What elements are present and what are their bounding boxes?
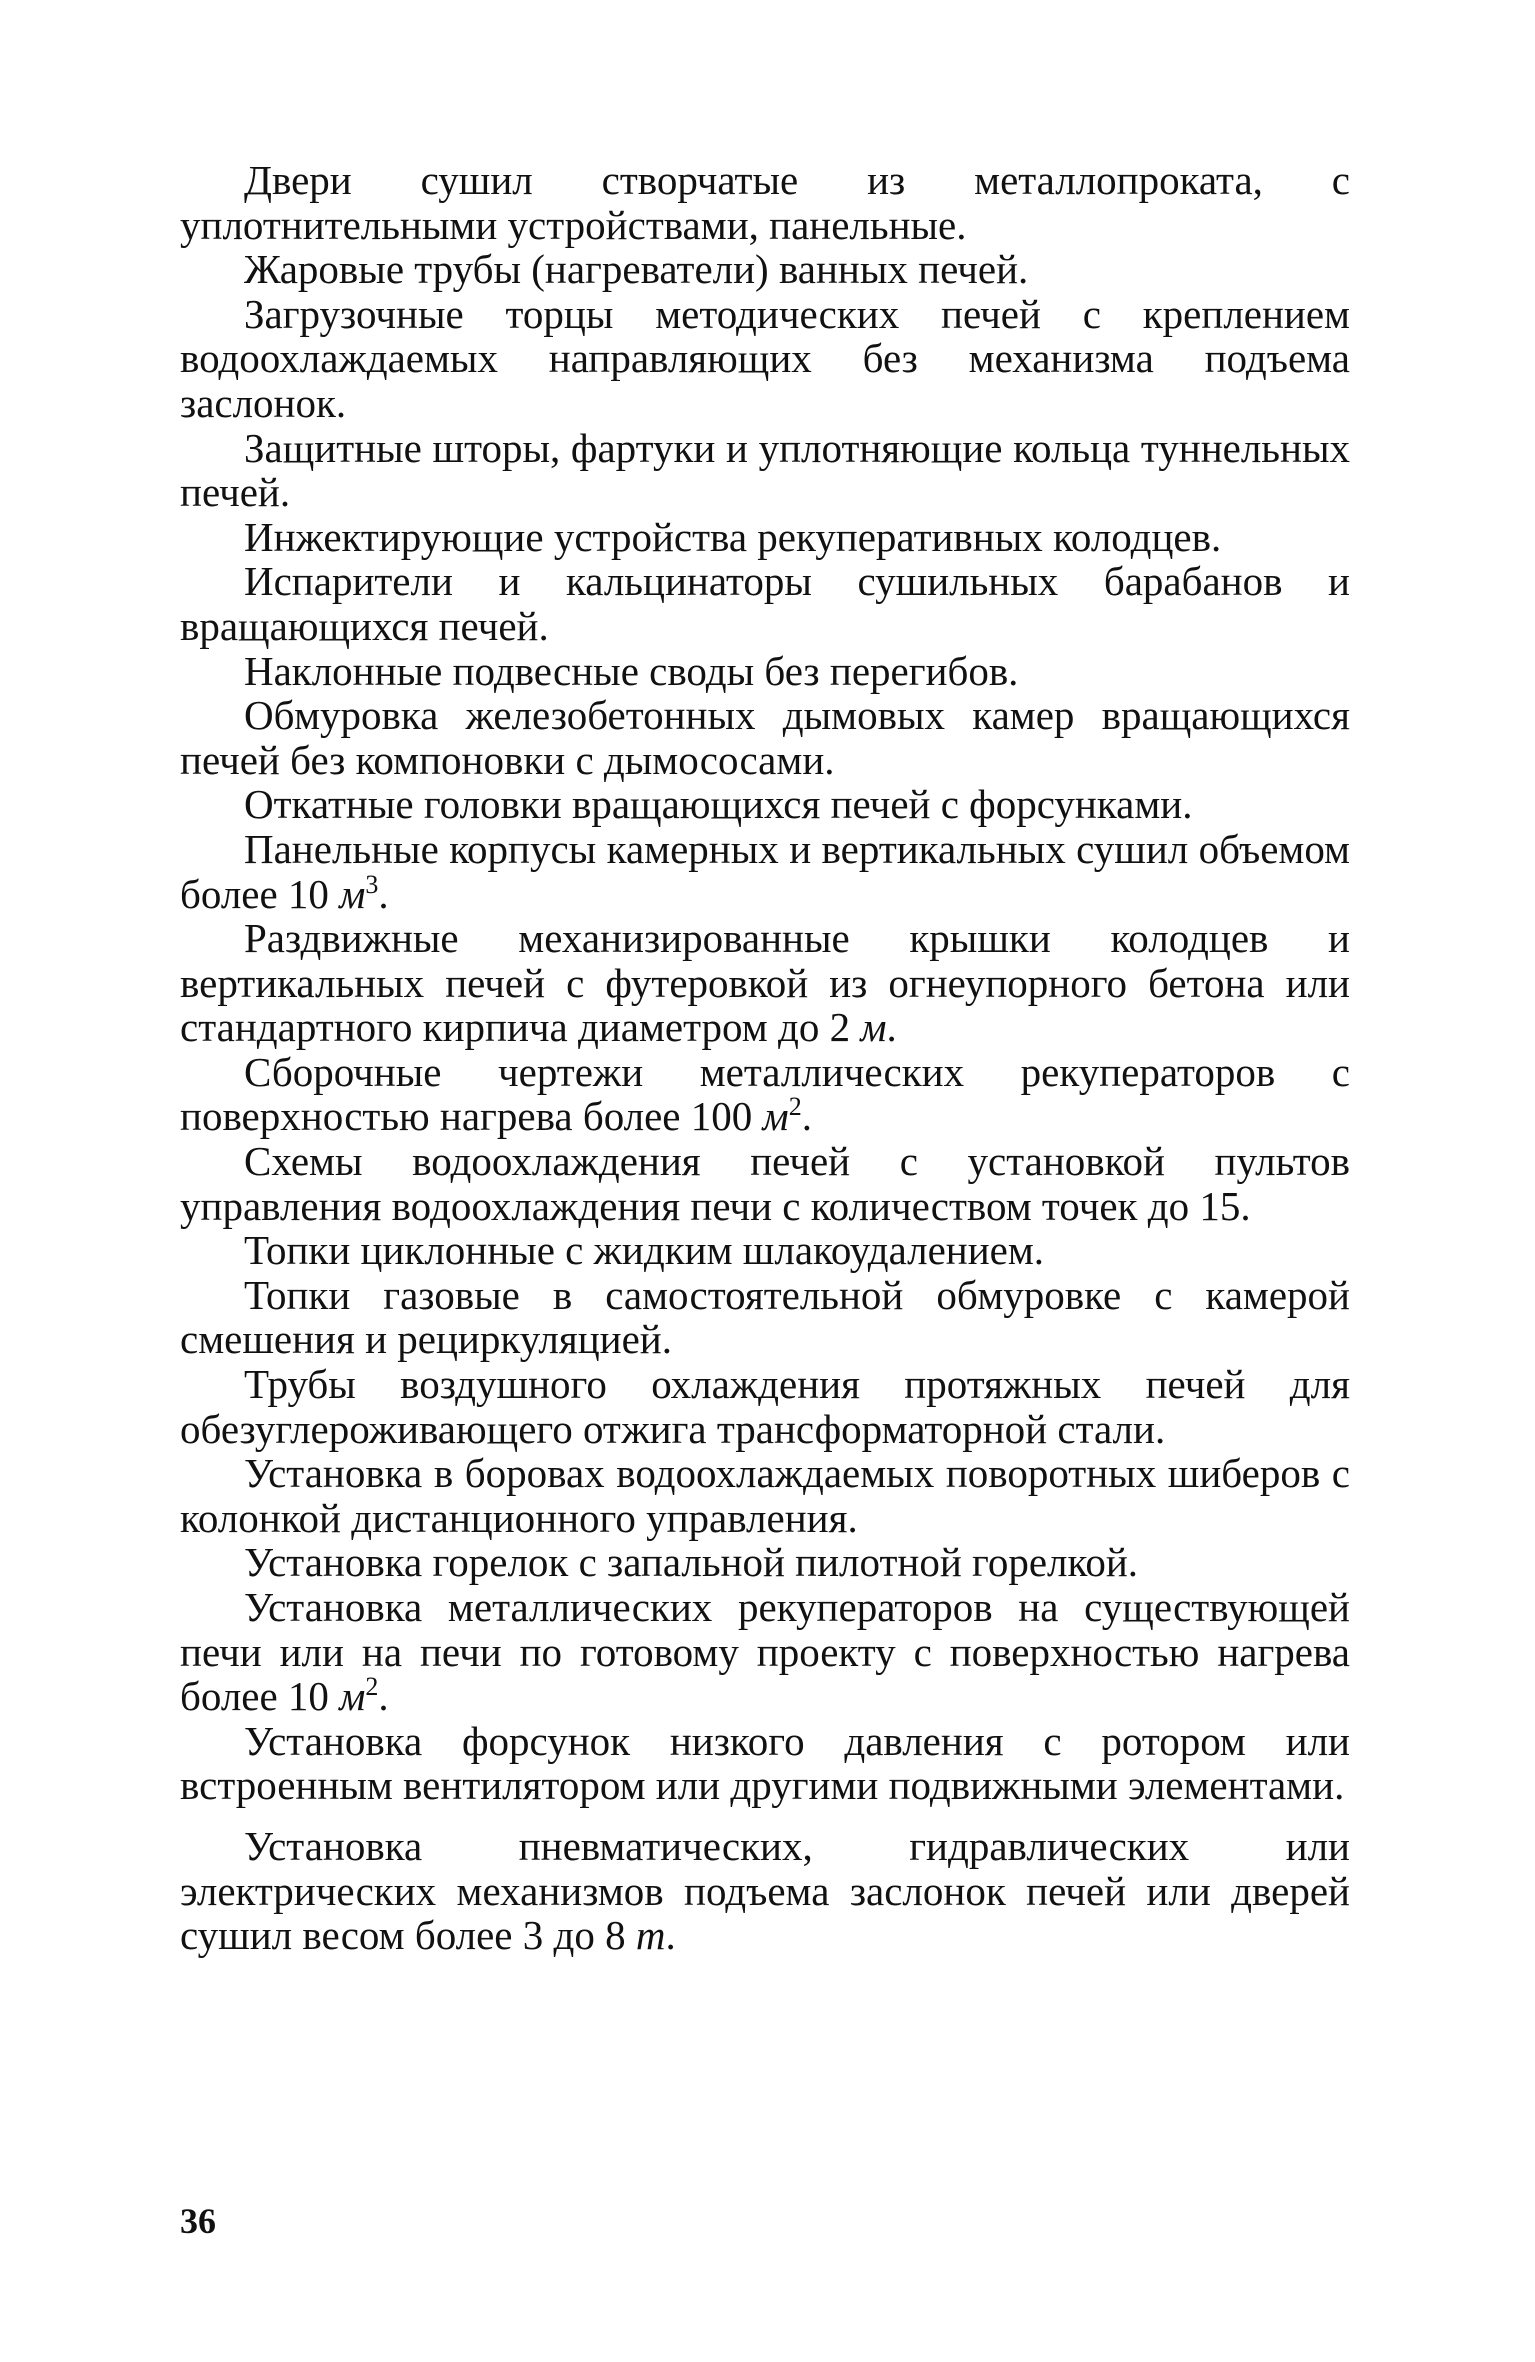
entry-unit: т xyxy=(635,1912,666,1959)
entry-injection-devices: Инжектирующие устройства рекуперативных колодцев. xyxy=(244,513,1222,560)
entry-unit-exponent: 3 xyxy=(365,869,379,899)
entry-text: Сборочные чертежи металлических рекуператоров с поверхностью нагрева более 100 xyxy=(180,1048,1350,1140)
entry-doors: Двери сушил створчатые из металлопроката, с уплотнительными устройствами, панельные. xyxy=(180,157,1350,248)
entry-text: Раздвижные механизированные крышки колодцев и вертикальных печей с футеровкой из огнеупорного бетона или стандартного кирпича диаметром до 2 xyxy=(180,915,1350,1051)
entry-evaporators: Испарители и кальцинаторы сушильных барабанов и вращающихся печей. xyxy=(180,558,1350,649)
entry-rollback-heads: Откатные головки вращающихся печей с форсунками. xyxy=(244,781,1193,828)
entry-unit-exponent: 2 xyxy=(788,1092,802,1122)
entry-air-cooling-tubes: Трубы воздушного охлаждения протяжных печей для обезуглероживающего отжига трансформаторной стали. xyxy=(180,1361,1350,1452)
entry-text: Установка металлических рекуператоров на существующей печи или на печи по готовому проекту с поверхностью нагрева более 10 xyxy=(180,1584,1350,1720)
entry-unit: м xyxy=(860,1004,887,1051)
entry-cyclone-furnaces: Топки циклонные с жидким шлакоудалением. xyxy=(244,1227,1045,1274)
entry-gas-furnaces: Топки газовые в самостоятельной обмуровке с камерой смешения и рециркуляцией. xyxy=(180,1271,1350,1363)
entry-tail: . xyxy=(886,1004,897,1051)
entry-text: Панельные корпусы камерных и вертикальных сушил объемом более 10 xyxy=(180,825,1350,917)
entry-nozzles: Установка форсунок низкого давления с ротором или встроенным вентилятором или другими подвижными элементами. xyxy=(180,1717,1350,1809)
entry-water-cooling-schemes: Схемы водоохлаждения печей с установкой пультов управления водоохлаждения печи с количеством точек до 15. xyxy=(180,1138,1350,1229)
entry-lining-chambers: Обмуровка железобетонных дымовых камер вращающихся печей без компоновки с дымососами. xyxy=(180,692,1350,783)
entry-lifting-mechanisms xyxy=(180,1824,1350,1958)
entry-unit: м xyxy=(762,1093,789,1140)
entry-text: Установка пневматических, гидравлических или электрических механизмов подъема заслонок печей или дверей сушил весом более 3 до 8 xyxy=(180,1822,1350,1959)
entry-tail: . xyxy=(378,1673,389,1720)
entry-sliding-covers xyxy=(180,916,1350,1050)
entry-unit-exponent: 2 xyxy=(365,1672,379,1702)
page-number: 36 xyxy=(180,2201,216,2241)
entry-flue-gates: Установка в боровах водоохлаждаемых поворотных шиберов с колонкой дистанционного управления. xyxy=(180,1450,1350,1541)
entry-unit: м xyxy=(339,1673,366,1720)
document-page-text xyxy=(180,158,1350,1958)
entry-assembly-drawings xyxy=(180,1050,1350,1139)
entry-tail: . xyxy=(801,1093,812,1140)
entry-tail: . xyxy=(665,1912,676,1959)
entry-unit: м xyxy=(339,870,366,917)
entry-protective-curtains: Защитные шторы, фартуки и уплотняющие кольца туннельных печей. xyxy=(180,424,1350,516)
entry-loading-ends: Загрузочные торцы методических печей с креплением водоохлаждаемых направляющих без механизма подъема заслонок. xyxy=(180,290,1350,426)
entry-inclined-vaults: Наклонные подвесные своды без перегибов. xyxy=(244,647,1019,694)
entry-recuperator-installation xyxy=(180,1585,1350,1719)
entry-panel-housings xyxy=(180,827,1350,916)
entry-fire-tubes: Жаровые трубы (нагреватели) ванных печей. xyxy=(244,246,1029,293)
entry-burners: Установка горелок с запальной пилотной горелкой. xyxy=(244,1539,1139,1586)
entry-tail: . xyxy=(378,870,389,917)
